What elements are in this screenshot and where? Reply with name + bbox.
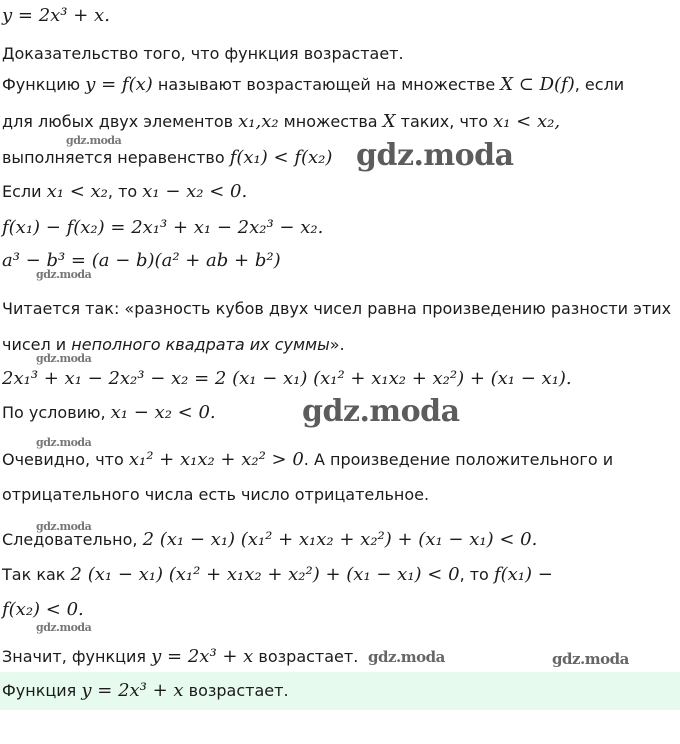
text: Значит, функция: [2, 647, 152, 666]
answer-box: [0, 672, 680, 710]
math: X: [382, 111, 396, 132]
math: x₁ − x₂ < 0.: [142, 181, 248, 202]
conclusion-line: [2, 645, 358, 669]
since-line-2: f(x₂) < 0.: [2, 599, 84, 620]
function-formula: y = 2x³ + x.: [2, 5, 110, 26]
watermark: gdz.moda: [552, 650, 629, 668]
italic-text: неполного квадрата их суммы: [71, 335, 330, 354]
math: f(x₁) −: [493, 564, 553, 585]
watermark: gdz.moda: [66, 134, 122, 147]
math: x₁ < x₂,: [493, 111, 561, 132]
math: 2 (x₁ − x₁) (x₁² + x₁x₂ + x₂²) + (x₁ − x₁) < 0.: [142, 529, 538, 550]
watermark: gdz.moda: [36, 268, 92, 281]
condition-line: [2, 180, 247, 204]
math: x₁² + x₁x₂ + x₂² > 0: [128, 449, 304, 470]
definition-line-1: [2, 73, 624, 97]
text: для любых двух элементов: [2, 112, 239, 131]
math: y = f(x): [85, 74, 153, 95]
math: X ⊂ D(f): [500, 74, 575, 95]
text: таких, что: [395, 112, 494, 131]
definition-line-2: [2, 110, 560, 134]
math: 2 (x₁ − x₁) (x₁² + x₁x₂ + x₂²) + (x₁ − x₁) < 0: [70, 564, 460, 585]
cubes-formula: a³ − b³ = (a − b)(a² + ab + b²): [2, 250, 281, 271]
watermark: gdz.moda: [36, 436, 92, 449]
watermark: gdz.moda: [368, 648, 445, 666]
text: , то: [107, 182, 143, 201]
text: возрастает.: [253, 647, 359, 666]
definition-line-3: [2, 146, 332, 170]
watermark: gdz.moda: [36, 352, 92, 365]
answer-line: [2, 679, 289, 703]
watermark: gdz.moda: [356, 138, 514, 173]
watermark: gdz.moda: [302, 394, 460, 429]
product-line: отрицательного числа есть число отрицательное.: [2, 485, 430, 504]
watermark: gdz.moda: [36, 520, 92, 533]
math: f(x₁) < f(x₂): [229, 147, 333, 168]
text: , если: [574, 75, 625, 94]
difference-formula: f(x₁) − f(x₂) = 2x₁³ + x₁ − 2x₂³ − x₂.: [2, 217, 324, 238]
text: Так как: [2, 565, 71, 584]
text: выполняется неравенство: [2, 148, 230, 167]
text: называют возрастающей на множестве: [152, 75, 501, 94]
obvious-line: [2, 448, 613, 472]
text: множества: [278, 112, 383, 131]
math: y = 2x³ + x: [81, 680, 184, 701]
math: x₁ < x₂: [46, 181, 108, 202]
text: возрастает.: [183, 681, 289, 700]
text: , то: [459, 565, 494, 584]
watermark: gdz.moda: [36, 621, 92, 634]
text: Следовательно,: [2, 530, 143, 549]
text: Функцию: [2, 75, 86, 94]
text: чисел и: [2, 335, 72, 354]
reading-line-1: Читается так: «разность кубов двух чисел равна произведению разности этих: [2, 299, 672, 318]
text: . А произведение положительного и: [303, 450, 614, 469]
text: Очевидно, что: [2, 450, 129, 469]
factored-formula: 2x₁³ + x₁ − 2x₂³ − x₂ = 2 (x₁ − x₁) (x₁² + x₁x₂ + x₂²) + (x₁ − x₁).: [2, 368, 572, 389]
text: По условию,: [2, 403, 111, 422]
math: x₁,x₂: [238, 111, 279, 132]
text: Функция: [2, 681, 82, 700]
text: ».: [329, 335, 345, 354]
text: Если: [2, 182, 47, 201]
math: y = 2x³ + x: [151, 646, 254, 667]
by-condition-line: [2, 401, 216, 425]
math: x₁ − x₂ < 0.: [110, 402, 216, 423]
proof-heading: Доказательство того, что функция возрастает.: [2, 44, 404, 63]
since-line-1: [2, 563, 553, 587]
